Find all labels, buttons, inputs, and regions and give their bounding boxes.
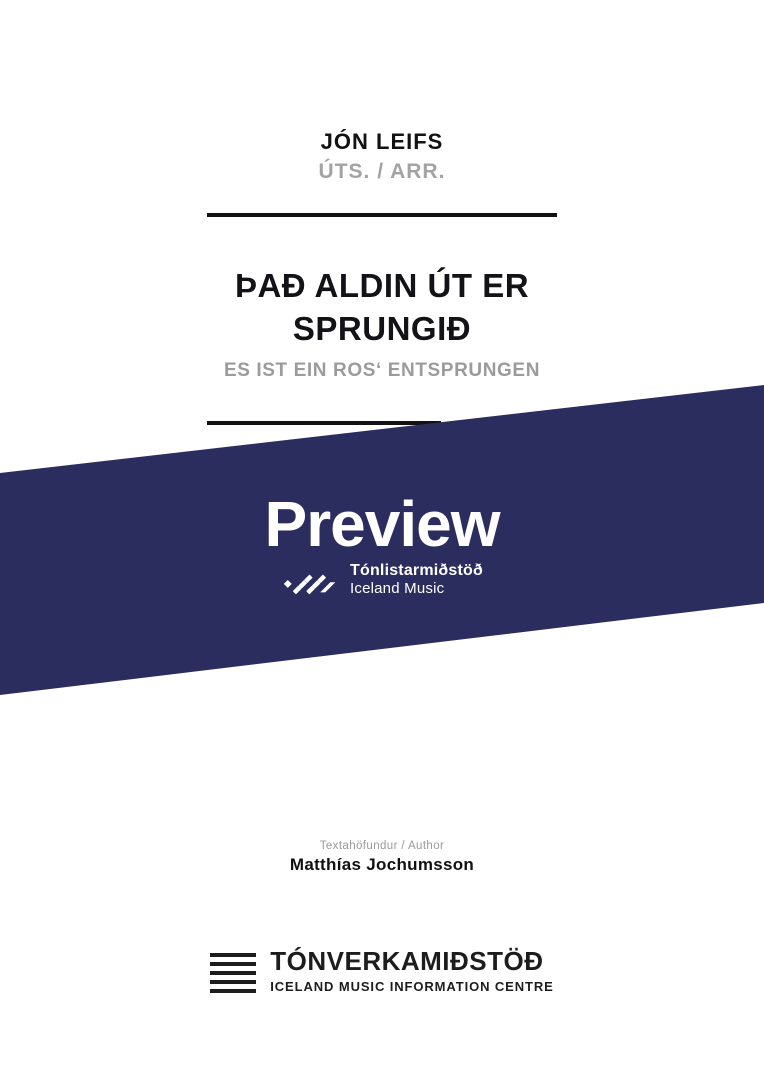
staff-line <box>210 953 256 957</box>
arranger-label: ÚTS. / ARR. <box>318 160 446 183</box>
publisher-subtitle: ICELAND MUSIC INFORMATION CENTRE <box>270 978 554 994</box>
publisher-text <box>270 947 554 994</box>
work-title <box>0 265 764 351</box>
author-label: Textahöfundur / Author <box>319 840 445 852</box>
work-title-line-1: ÞAÐ ALDIN ÚT ER <box>234 267 530 304</box>
staff-line <box>210 989 256 993</box>
iceland-music-logo <box>0 562 764 598</box>
staff-line <box>210 971 256 975</box>
iceland-music-logo-subname: Iceland Music <box>350 580 445 598</box>
author-name: Matthías Jochumsson <box>289 855 475 874</box>
iceland-music-logo-text <box>350 562 483 598</box>
subtitle-divider <box>207 421 441 425</box>
staff-line <box>210 962 256 966</box>
music-staff-icon <box>210 947 256 998</box>
preview-watermark: Preview <box>264 488 500 560</box>
iceland-music-logo-name: Tónlistarmiðstöð <box>350 562 483 579</box>
publisher-name: TÓNVERKAMIÐSTÖÐ <box>270 946 544 976</box>
staff-line <box>210 980 256 984</box>
work-title-line-2: SPRUNGIÐ <box>292 309 472 347</box>
header-divider <box>207 213 557 217</box>
iceland-music-mark-icon <box>281 565 337 595</box>
composer-name: JÓN LEIFS <box>320 129 444 154</box>
work-subtitle: ES IST EIN ROS‘ ENTSPRUNGEN <box>223 360 541 381</box>
publisher-logo <box>0 947 764 998</box>
